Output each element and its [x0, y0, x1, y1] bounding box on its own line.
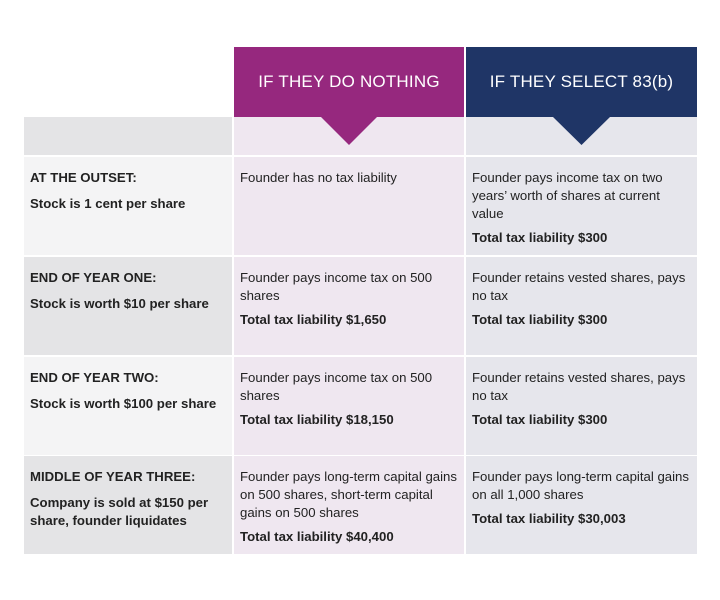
- row-sublabel: Stock is worth $10 per share: [30, 296, 209, 311]
- row-label: AT THE OUTSET:: [30, 170, 137, 185]
- row-label-cell: [24, 257, 232, 355]
- select-83b-text: Founder pays long-term capital gains on all 1,000 shares: [472, 469, 689, 502]
- do-nothing-text: Founder pays income tax on 500 shares: [240, 370, 433, 403]
- select-83b-cell: [466, 456, 697, 554]
- select-83b-cell: [466, 157, 697, 255]
- do-nothing-cell: [234, 456, 464, 554]
- row-label-cell: [24, 357, 232, 455]
- header-do-nothing-label: IF THEY DO NOTHING: [258, 72, 440, 91]
- table-row: [24, 357, 697, 455]
- do-nothing-cell: [234, 257, 464, 355]
- row-label: END OF YEAR ONE:: [30, 270, 157, 285]
- select-83b-text: Founder pays income tax on two years’ worth of shares at current value: [472, 170, 663, 221]
- do-nothing-total: Total tax liability $18,150: [240, 412, 394, 427]
- header-select-83b-label: IF THEY SELECT 83(b): [489, 72, 674, 91]
- do-nothing-cell: [234, 157, 464, 255]
- row-sublabel: Stock is worth $100 per share: [30, 396, 217, 411]
- select-83b-total: Total tax liability $30,003: [472, 511, 626, 526]
- row-label-cell: [24, 157, 232, 255]
- header-row: [24, 47, 697, 155]
- header-do-nothing: [234, 47, 464, 155]
- select-83b-cell: [466, 357, 697, 455]
- select-83b-text: Founder retains vested shares, pays no tax: [472, 270, 686, 303]
- select-83b-total: Total tax liability $300: [472, 230, 608, 245]
- select-83b-total: Total tax liability $300: [472, 412, 608, 427]
- select-83b-text: Founder retains vested shares, pays no tax: [472, 370, 686, 403]
- row-sublabel: Stock is 1 cent per share: [30, 196, 186, 211]
- table-row: [24, 257, 697, 355]
- table-row: [24, 157, 697, 255]
- table-row: [24, 456, 697, 554]
- do-nothing-cell: [234, 357, 464, 455]
- row-label: MIDDLE OF YEAR THREE:: [30, 469, 196, 484]
- row-label-cell: [24, 456, 232, 554]
- do-nothing-text: Founder has no tax liability: [240, 170, 397, 185]
- do-nothing-total: Total tax liability $1,650: [240, 312, 387, 327]
- row-label: END OF YEAR TWO:: [30, 370, 159, 385]
- header-select-83b: [466, 47, 697, 155]
- header-label-spacer: [24, 117, 232, 155]
- do-nothing-total: Total tax liability $40,400: [240, 529, 394, 544]
- select-83b-total: Total tax liability $300: [472, 312, 608, 327]
- do-nothing-text: Founder pays income tax on 500 shares: [240, 270, 433, 303]
- select-83b-cell: [466, 257, 697, 355]
- row-sublabel: Company is sold at $150 per share, founder liquidates: [30, 495, 209, 528]
- do-nothing-text: Founder pays long-term capital gains on 500 shares, short-term capital gains on 500 shares: [240, 469, 457, 520]
